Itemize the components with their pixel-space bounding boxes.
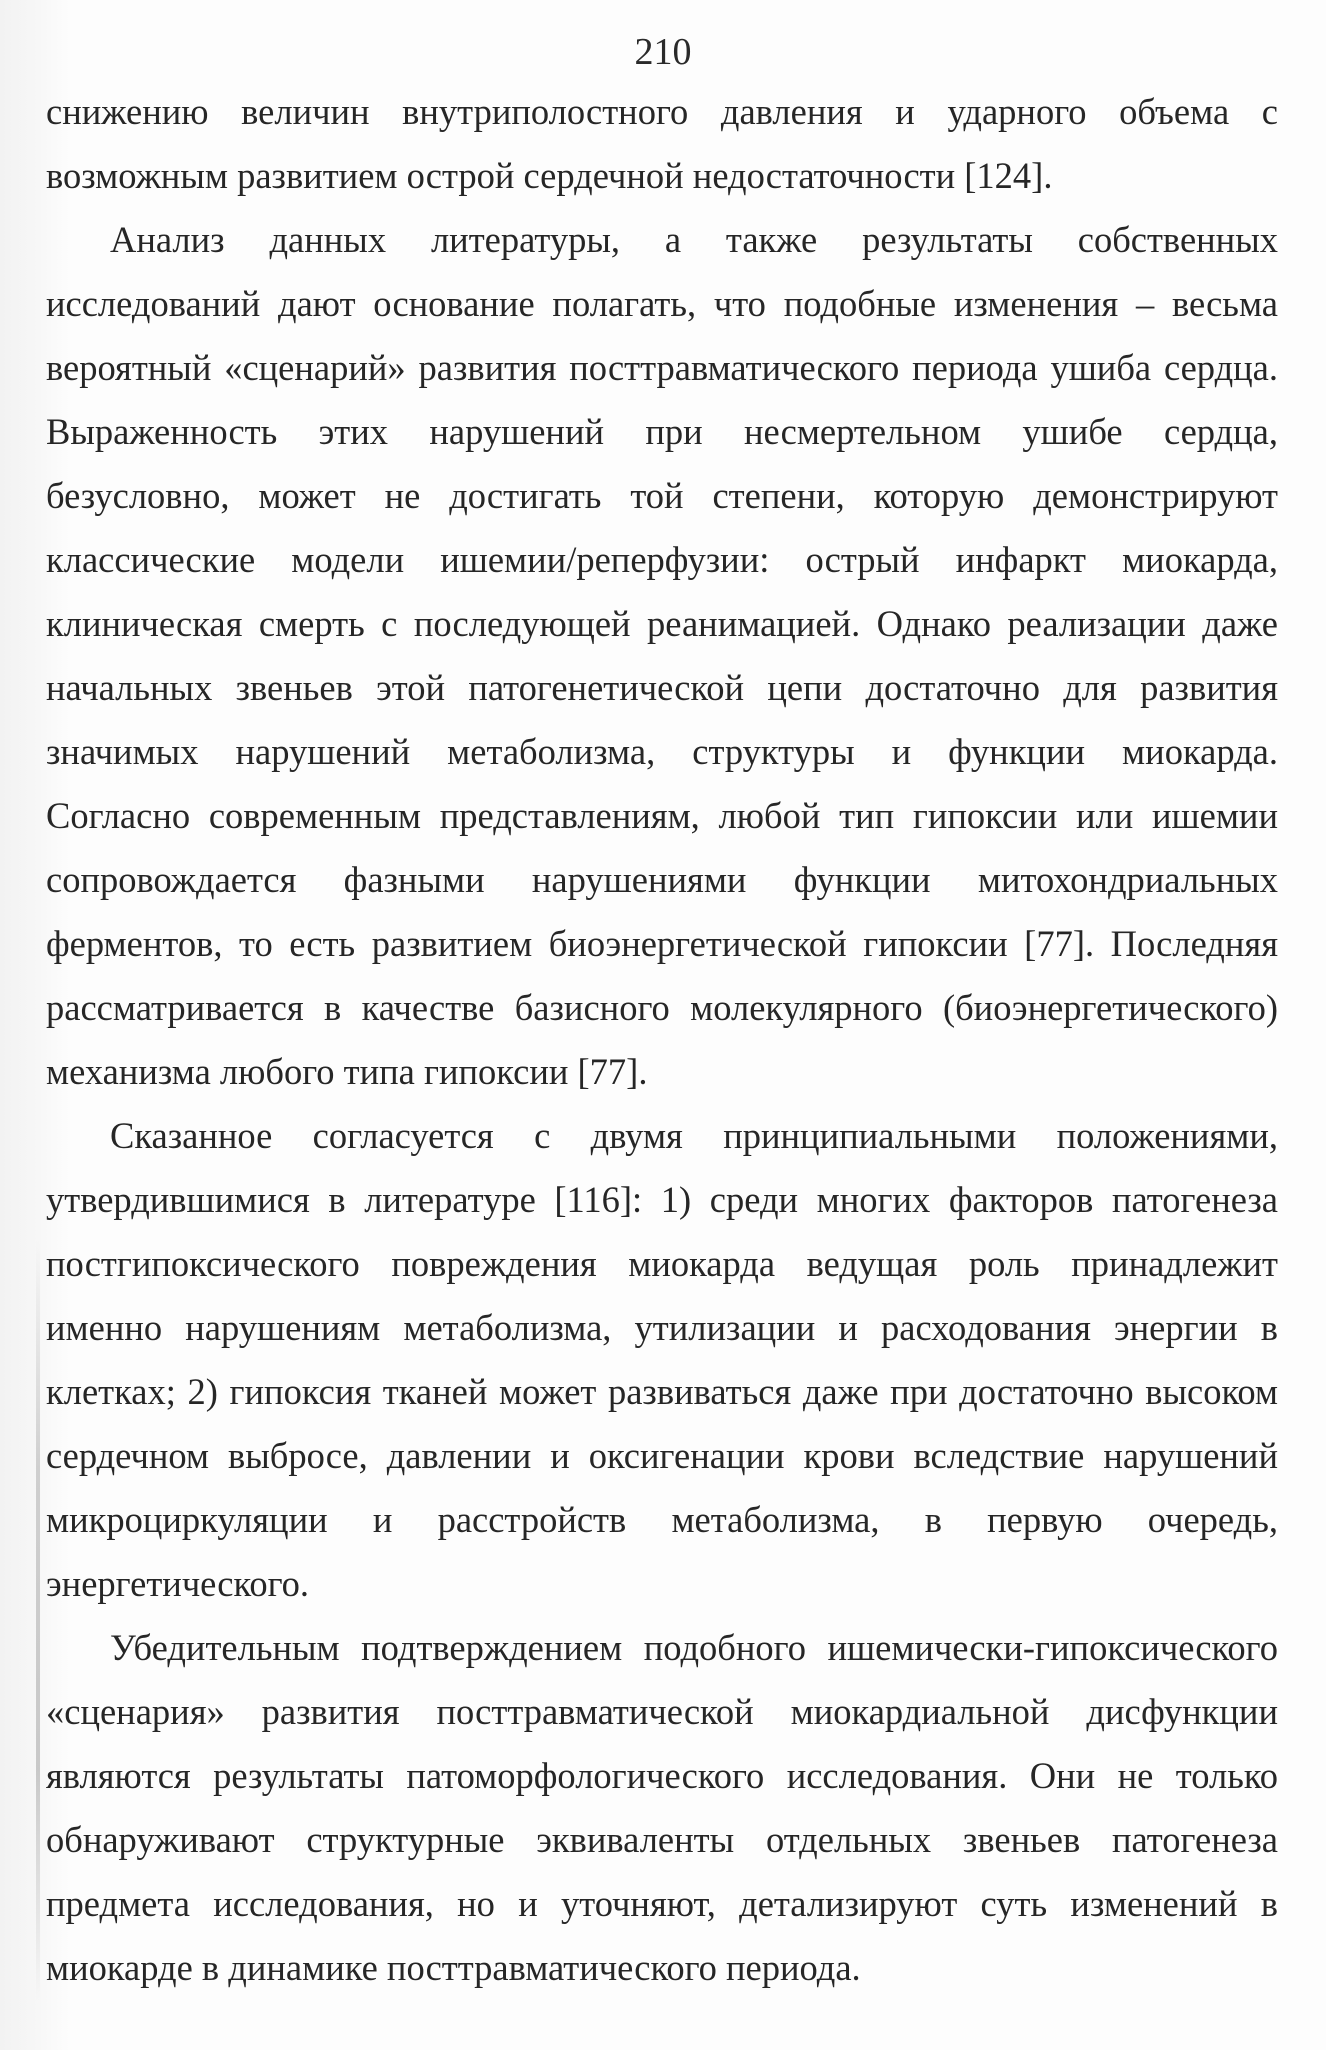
text-line: безусловно, может не достигать той степени, которую демонстрируют [46,475,1278,516]
text-line: миокарде в динамике посттравматического периода. [46,1947,861,1988]
paragraph-1 [46,80,1278,208]
text-line: сопровождается фазными нарушениями функции митохондриальных [46,859,1278,900]
text-line: постгипоксического повреждения миокарда ведущая роль принадлежит [46,1243,1278,1284]
paragraph-2 [46,208,1278,1104]
text-line: именно нарушениям метаболизма, утилизации и расходования энергии в [46,1307,1278,1348]
text-line: Анализ данных литературы, а также результаты собственных [110,219,1278,260]
paragraph-3 [46,1104,1278,1616]
text-line: рассматривается в качестве базисного молекулярного (биоэнергетического) [46,987,1278,1028]
text-line: утвердившимися в литературе [116]: 1) среди многих факторов патогенеза [46,1179,1278,1220]
body-text [46,80,1278,2000]
text-line: исследований дают основание полагать, что подобные изменения – весьма [46,283,1278,324]
text-line: микроциркуляции и расстройств метаболизма, в первую очередь, [46,1499,1278,1540]
paragraph-4 [46,1616,1278,2000]
text-line: Согласно современным представлениям, любой тип гипоксии или ишемии [46,795,1278,836]
text-line: энергетического. [46,1563,310,1604]
text-line: предмета исследования, но и уточняют, детализируют суть изменений в [46,1883,1278,1924]
text-line: Выраженность этих нарушений при несмертельном ушибе сердца, [46,411,1278,452]
text-line: Убедительным подтверждением подобного ишемически-гипоксического [110,1627,1278,1668]
text-line: механизма любого типа гипоксии [77]. [46,1051,648,1092]
text-line: клиническая смерть с последующей реанимацией. Однако реализации даже [46,603,1278,644]
text-line: обнаруживают структурные эквиваленты отдельных звеньев патогенеза [46,1819,1278,1860]
text-line: сердечном выбросе, давлении и оксигенации крови вследствие нарушений [46,1435,1278,1476]
text-line: возможным развитием острой сердечной недостаточности [124]. [46,155,1053,196]
text-line: начальных звеньев этой патогенетической цепи достаточно для развития [46,667,1278,708]
scan-artifact-line [36,1240,40,2000]
text-line: ферментов, то есть развитием биоэнергетической гипоксии [77]. Последняя [46,923,1278,964]
text-line: клетках; 2) гипоксия тканей может развиваться даже при достаточно высоком [46,1371,1278,1412]
text-line: являются результаты патоморфологического исследования. Они не только [46,1755,1278,1796]
text-line: вероятный «сценарий» развития посттравматического периода ушиба сердца. [46,347,1278,388]
text-line: «сценария» развития посттравматической миокардиальной дисфункции [46,1691,1278,1732]
page-number: 210 [634,31,692,73]
text-line: Сказанное согласуется с двумя принципиальными положениями, [110,1115,1278,1156]
text-line: классические модели ишемии/реперфузии: острый инфаркт миокарда, [46,539,1278,580]
text-line: значимых нарушений метаболизма, структуры и функции миокарда. [46,731,1278,772]
text-line: снижению величин внутриполостного давления и ударного объема с [46,91,1278,132]
